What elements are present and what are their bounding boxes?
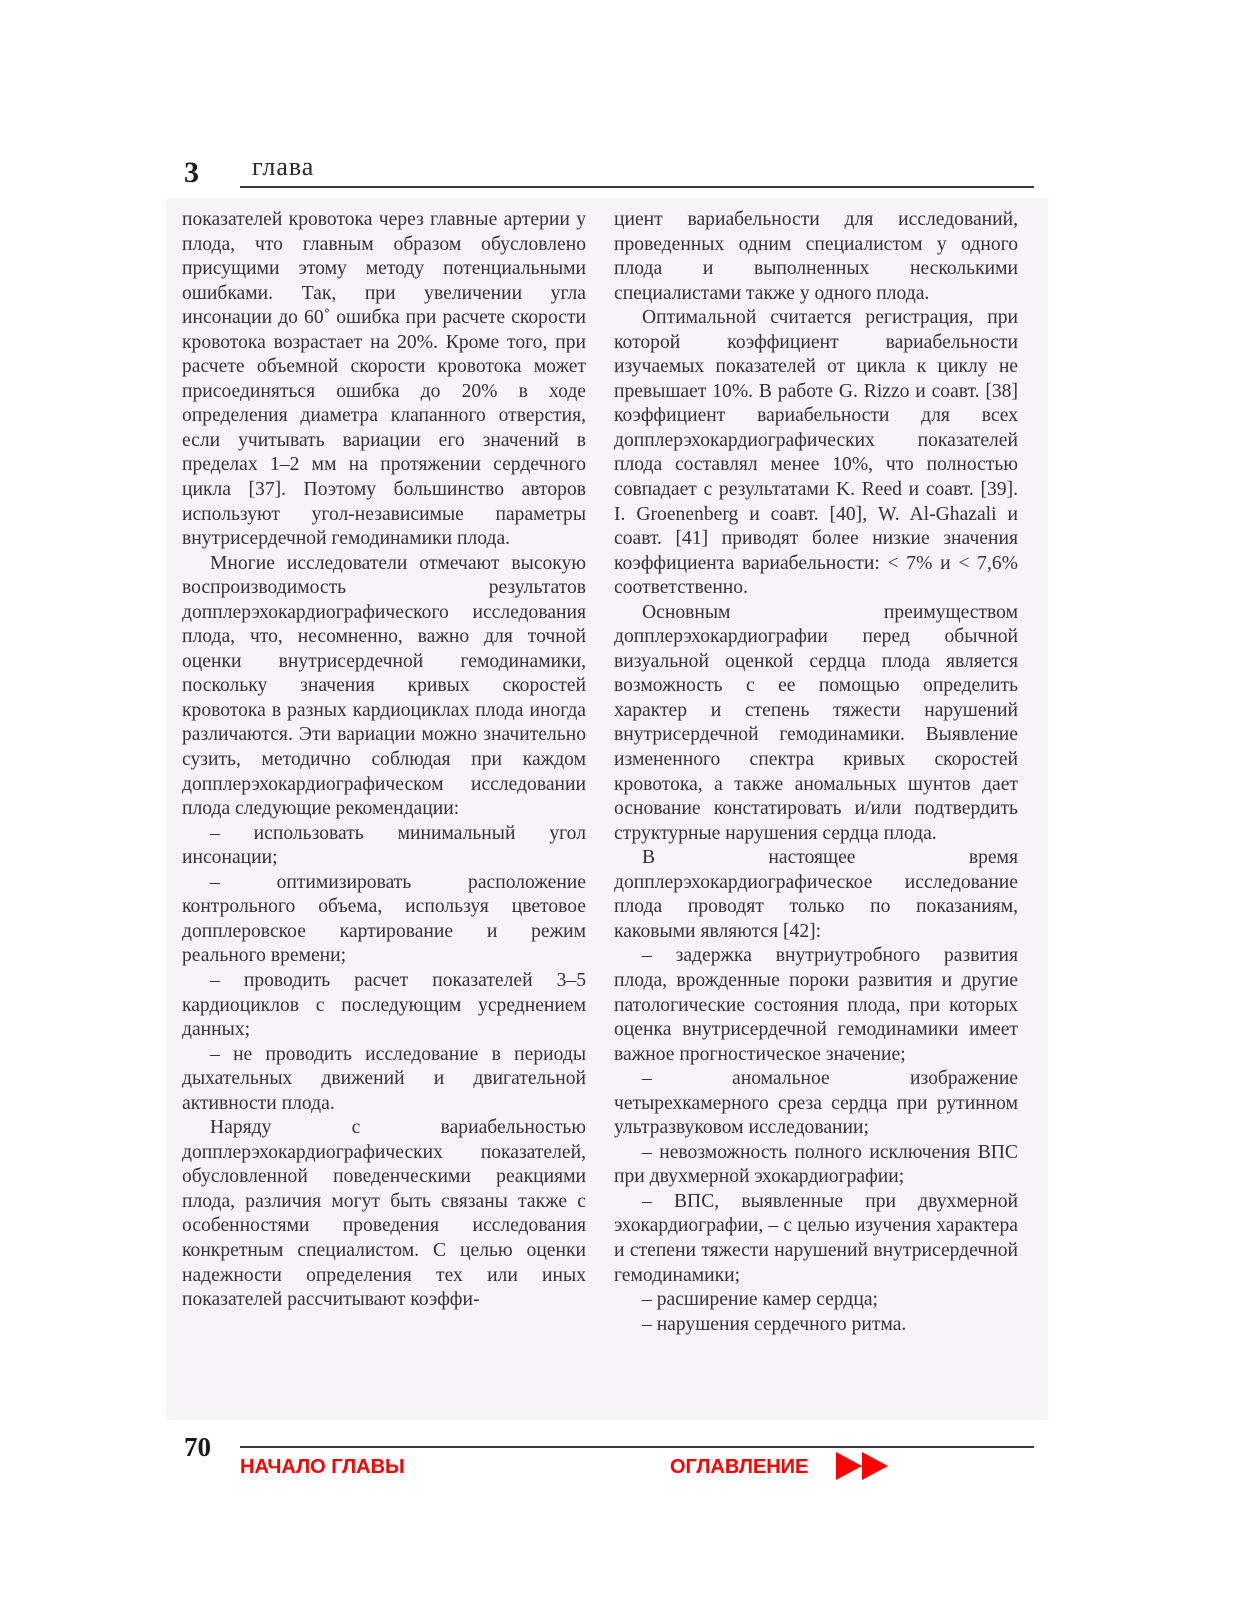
- list-item: – расширение камер сердца;: [642, 1289, 878, 1311]
- paragraph: Многие исследователи отмечают высокую воспроизводимость результатов допплерэхокардиографического исследования плода, что, несомненно, важно для точной оценки внутрисердечной гемодинамики, поскольку значения кривых скоростей кровотока в разных кардиоциклах плода иногда различаются. Эти вариации можно значительно сузить, методично соблюдая при каждом допплерэхокардиографическом исследовании плода следующие рекомендации:: [182, 552, 586, 820]
- page-number: 70: [184, 1432, 211, 1462]
- list-item: – ВПС, выявленные при двухмерной эхокардиографии, – с целью изучения характера и степени тяжести нарушений внутрисердечной гемодинамики;: [614, 1190, 1018, 1286]
- header-divider: [240, 186, 1034, 188]
- chapter-header: [184, 152, 1034, 192]
- paragraph: Основным преимуществом допплерэхокардиографии перед обычной визуальной оценкой сердца плода является возможность с ее помощью определить характер и степень тяжести нарушений внутрисердечной гемодинамики. Выявление измененного спектра кривых скоростей кровотока, а также аномальных шунтов дает основание констатировать и/или подтвердить структурные нарушения сердца плода.: [614, 601, 1018, 844]
- list-item: – оптимизировать расположение контрольного объема, используя цветовое допплеровское картирование и режим реального времени;: [182, 871, 586, 967]
- text-column-left: [182, 208, 586, 1313]
- paragraph: Наряду с вариабельностью допплерэхокардиографических показателей, обусловленной поведенческими реакциями плода, различия могут быть связаны также с особенностями проведения исследования конкретным специалистом. С целью оценки надежности определения тех или иных показателей рассчитывают коэффи-: [182, 1117, 586, 1311]
- footer-divider: [240, 1446, 1034, 1448]
- text-column-right: [614, 208, 1018, 1337]
- list-item: – не проводить исследование в периоды дыхательных движений и двигательной активности плода.: [182, 1043, 586, 1114]
- chapter-title: глава: [252, 152, 315, 181]
- list-item: – нарушения сердечного ритма.: [642, 1313, 907, 1335]
- chapter-number: 3: [184, 156, 199, 189]
- table-of-contents-link[interactable]: ОГЛАВЛЕНИЕ: [670, 1456, 809, 1478]
- list-item: – невозможность полного исключения ВПС при двухмерной эхокардиографии;: [614, 1141, 1018, 1188]
- paragraph-continuation: циент вариабельности для исследований, проведенных одним специалистом у одного плода и выполненных несколькими специалистами также у одного плода.: [614, 209, 1018, 304]
- arrow-left-icon: [836, 1452, 862, 1480]
- chapter-start-link[interactable]: НАЧАЛО ГЛАВЫ: [240, 1456, 405, 1478]
- paragraph-continuation: показателей кровотока через главные артерии у плода, что главным образом обусловлено присущими этому методу потенциальными ошибками. Так, при увеличении угла инсонации до 60˚ ошибка при расчете скорости кровотока возрастает на 20%. Кроме того, при расчете объемной скорости кровотока может присоединяться ошибка до 20% в ходе определения диаметра клапанного отверстия, если учитывать вариации его значений в пределах 1–2 мм на протяжении сердечного цикла [37]. Поэтому большинство авторов используют угол-независимые параметры внутрисердечной гемодинамики плода.: [182, 209, 586, 550]
- arrow-right-icon: [862, 1452, 888, 1480]
- page-footer: [184, 1432, 1034, 1502]
- list-item: – аномальное изображение четырехкамерного среза сердца при рутинном ультразвуковом исследовании;: [614, 1068, 1018, 1139]
- list-item: – использовать минимальный угол инсонации;: [182, 822, 586, 869]
- paragraph: В настоящее время допплерэхокардиографическое исследование плода проводят только по показаниям, каковыми являются [42]:: [614, 847, 1018, 942]
- list-item: – задержка внутриутробного развития плода, врожденные пороки развития и другие патологические состояния плода, при которых оценка внутрисердечной гемодинамики имеет важное прогностическое значение;: [614, 945, 1018, 1065]
- paragraph: Оптимальной считается регистрация, при которой коэффициент вариабельности изучаемых показателей от цикла к циклу не превышает 10%. В работе G. Rizzo и соавт. [38] коэффициент вариабельности для всех допплерэхокардиографических показателей плода составлял менее 10%, что полностью совпадает с результатами K. Reed и соавт. [39]. I. Groenenberg и соавт. [40], W. Al-Ghazali и соавт. [41] приводят более низкие значения коэффициента вариабельности: < 7% и < 7,6% соответственно.: [614, 307, 1018, 599]
- list-item: – проводить расчет показателей 3–5 кардиоциклов с последующим усреднением данных;: [182, 969, 586, 1041]
- next-page-arrows-icon[interactable]: [836, 1452, 892, 1480]
